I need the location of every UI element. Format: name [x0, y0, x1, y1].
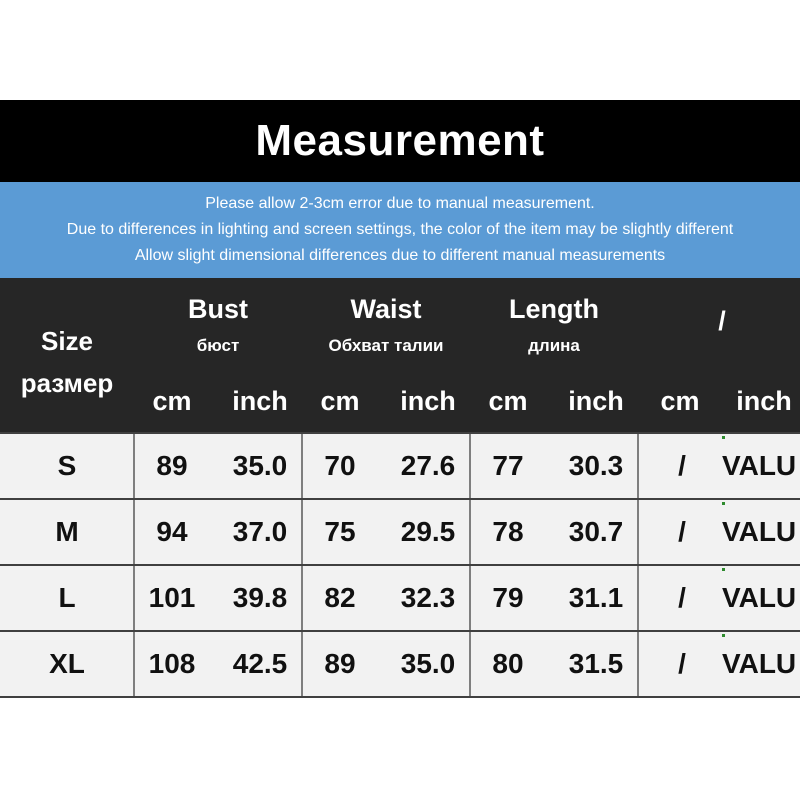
size-cell: XL	[49, 648, 85, 679]
value-cell: 39.8	[232, 582, 288, 613]
value-cell: 78	[492, 516, 524, 547]
waist-header-ru: Обхват талии	[328, 336, 444, 355]
value-cell: VALU	[722, 582, 797, 613]
size-header-en: Size	[40, 326, 94, 356]
value-cell: 32.3	[400, 582, 456, 613]
size-cell: L	[58, 582, 76, 613]
value-cell: 35.0	[232, 450, 288, 481]
extra-header: /	[718, 306, 726, 336]
size-header-ru: размер	[20, 368, 114, 398]
table-row	[0, 630, 800, 696]
length-header-ru: длина	[528, 336, 580, 355]
value-cell: 79	[492, 582, 524, 613]
size-cell: S	[57, 450, 77, 481]
value-cell: 89	[156, 450, 188, 481]
value-cell: 30.3	[568, 450, 624, 481]
value-cell: 80	[492, 648, 524, 679]
value-cell: 89	[324, 648, 356, 679]
unit-header: inch	[400, 386, 456, 416]
notice-line: Due to differences in lighting and screen settings, the color of the item may be slightly different	[66, 221, 734, 238]
table-row	[0, 564, 800, 630]
value-cell: 31.1	[568, 582, 624, 613]
value-cell: /	[678, 648, 686, 679]
size-cell: M	[55, 516, 79, 547]
bust-header-ru: бюст	[196, 336, 240, 355]
value-cell: 35.0	[400, 648, 456, 679]
table-row	[0, 498, 800, 564]
waist-header: Waist	[350, 294, 422, 324]
value-cell: VALU	[722, 516, 797, 547]
value-cell: 75	[324, 516, 356, 547]
value-cell: 94	[156, 516, 188, 547]
notice-line: Allow slight dimensional differences due to different manual measurements	[134, 247, 666, 264]
value-cell: 101	[148, 582, 196, 613]
value-cell: 70	[324, 450, 356, 481]
value-cell: 27.6	[400, 450, 456, 481]
value-cell: 82	[324, 582, 356, 613]
unit-header: cm	[320, 386, 360, 416]
unit-header: inch	[568, 386, 624, 416]
size-header	[0, 320, 134, 404]
value-cell: 31.5	[568, 648, 624, 679]
value-cell: VALU	[722, 450, 797, 481]
chart-title: Measurement	[0, 100, 800, 182]
value-cell: 77	[492, 450, 524, 481]
value-cell: VALU	[722, 648, 797, 679]
table-header	[0, 278, 800, 432]
table-bottom-border	[0, 696, 800, 698]
notice-banner	[0, 182, 800, 278]
length-header: Length	[509, 294, 599, 324]
table-row	[0, 432, 800, 498]
unit-header: inch	[736, 386, 792, 416]
value-cell: 29.5	[400, 516, 456, 547]
value-cell: /	[678, 582, 686, 613]
value-cell: 108	[148, 648, 196, 679]
value-cell: 30.7	[568, 516, 624, 547]
notice-line: Please allow 2-3cm error due to manual measurement.	[205, 195, 595, 212]
unit-header: inch	[232, 386, 288, 416]
value-cell: 42.5	[232, 648, 288, 679]
measurement-chart	[0, 100, 800, 704]
value-cell: 37.0	[232, 516, 288, 547]
bust-header: Bust	[188, 294, 248, 324]
unit-header: cm	[488, 386, 528, 416]
unit-header: cm	[152, 386, 192, 416]
value-cell: /	[678, 516, 686, 547]
value-cell: /	[678, 450, 686, 481]
unit-header: cm	[660, 386, 700, 416]
